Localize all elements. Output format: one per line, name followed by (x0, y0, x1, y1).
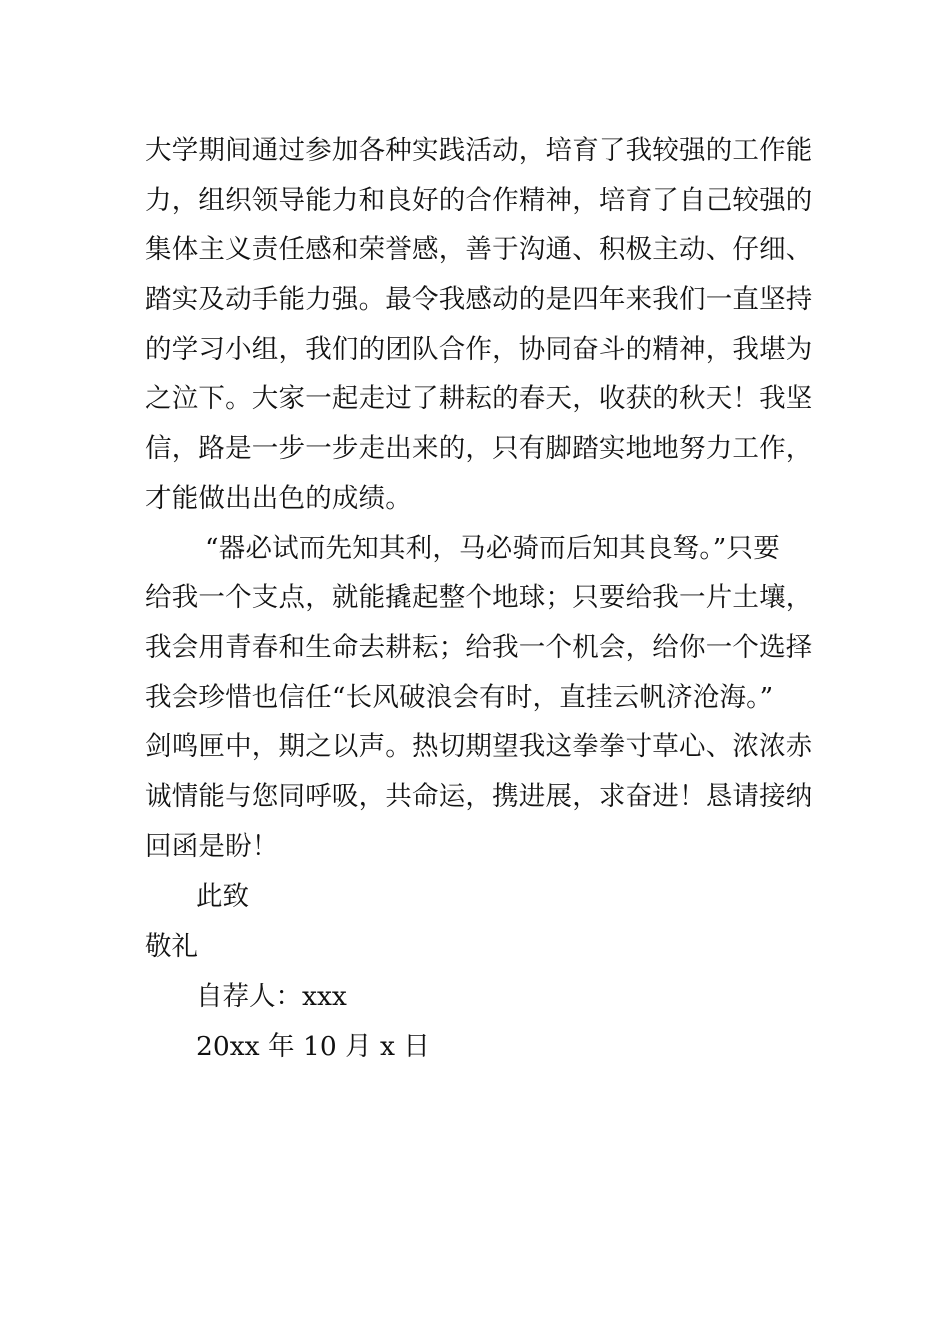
text-line: 回函是盼！ (145, 830, 279, 862)
text-line: 力，组织领导能力和良好的合作精神，培育了自己较强的 (145, 184, 813, 216)
text-line: 大学期间通过参加各种实践活动，培育了我较强的工作能 (145, 135, 813, 166)
text-line: “器必试而先知其利，马必骑而后知其良驽。”只要 (205, 532, 780, 564)
closing-salutation-2: 敬礼 (145, 931, 198, 962)
text-line: 诚情能与您同呼吸，共命运，携进展，求奋进！恳请接纳 (145, 780, 813, 812)
letter-body (145, 126, 825, 871)
text-line: 给我一个支点，就能撬起整个地球；只要给我一片土壤， (145, 582, 813, 614)
text-line: 我会用青春和生命去耕耘；给我一个机会，给你一个选择 (145, 631, 813, 663)
text-line: 才能做出出色的成绩。 (145, 482, 412, 514)
text-line: 踏实及动手能力强。最令我感动的是四年来我们一直坚持 (145, 284, 813, 316)
text-line: 我会珍惜也信任“长风破浪会有时，直挂云帆济沧海。” (145, 681, 774, 713)
paragraph-1 (145, 126, 825, 524)
text-line: 集体主义责任感和荣誉感，善于沟通、积极主动、仔细、 (145, 234, 813, 266)
paragraph-2 (145, 524, 825, 872)
text-line: 的学习小组，我们的团队合作，协同奋斗的精神，我堪为 (145, 333, 813, 365)
text-line: 信，路是一步一步走出来的，只有脚踏实地地努力工作， (145, 433, 813, 465)
signer-line: 自荐人：xxx (196, 981, 347, 1012)
text-line: 剑鸣匣中，期之以声。热切期望我这拳拳寸草心、浓浓赤 (145, 731, 813, 763)
closing-salutation-1: 此致 (196, 881, 249, 912)
date-line: 20xx 年 10 月 x 日 (196, 1031, 430, 1062)
text-line: 之泣下。大家一起走过了耕耘的春天，收获的秋天！我坚 (145, 383, 813, 415)
